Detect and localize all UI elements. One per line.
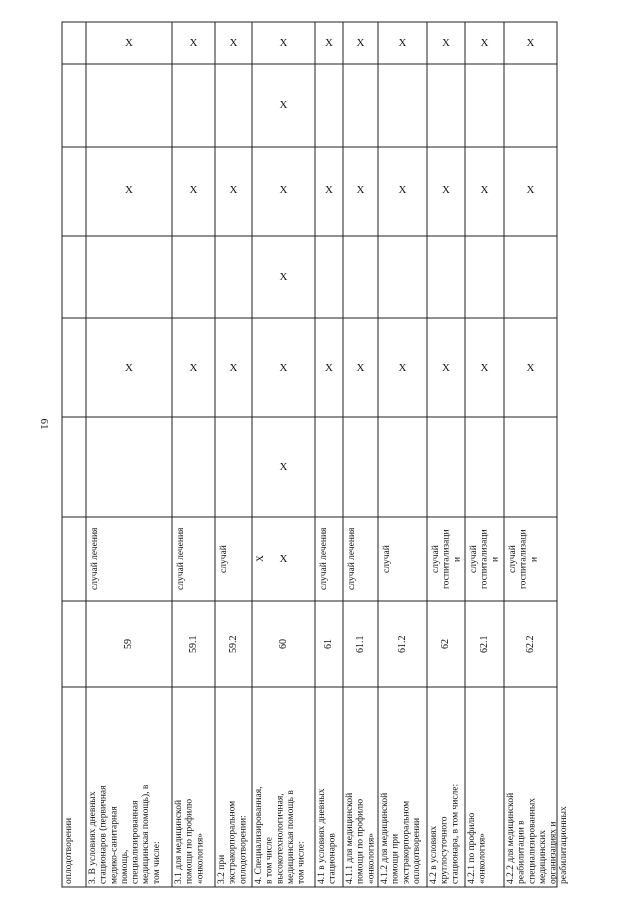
cross-mark: X — [325, 362, 333, 374]
row-unit: случай — [219, 545, 229, 573]
row-unit: случай лечения — [90, 527, 100, 591]
cross-mark: X — [279, 362, 288, 374]
cross-mark: X — [526, 362, 535, 374]
row-label: оплодотворении — [64, 817, 74, 884]
cross-mark: X — [189, 184, 198, 196]
cross-mark: X — [398, 37, 407, 49]
row-unit: случай лечения — [319, 527, 329, 591]
row-code: 62.2 — [524, 635, 536, 653]
row-unit: случай госпитализаци и — [469, 529, 501, 589]
cross-mark: X — [125, 37, 133, 49]
row-unit: случай госпитализаци и — [508, 529, 540, 589]
cross-mark: X — [526, 184, 535, 196]
cross-mark: X — [279, 461, 288, 473]
cross-mark: X — [480, 362, 489, 374]
row-code: 61 — [323, 639, 334, 649]
cross-mark: X — [279, 184, 288, 196]
row-code: 59 — [123, 639, 134, 649]
row-label: 3.1 для медицинской помощи по профилю «онкология» — [174, 798, 206, 884]
cross-mark: X — [356, 362, 365, 374]
row-label: 3. В условиях дневных стационаров (первичная медико-санитарная помощь, специализированная медицинская помощь), в том числе: — [88, 784, 162, 884]
cross-mark: X — [125, 362, 133, 374]
row-code: 59.2 — [227, 635, 239, 653]
row-label: 4.2 в условиях круглосуточного стационара, в том числе: — [429, 783, 461, 884]
row-label: 4.1.1 для медицинской помощи по профилю «онкология» — [345, 792, 377, 884]
row-code: 61.2 — [396, 635, 408, 653]
cross-mark: X — [398, 184, 407, 196]
row-unit: случай — [382, 545, 392, 573]
cross-mark: X — [279, 271, 288, 283]
cross-mark: X — [442, 362, 450, 374]
cross-mark: X — [189, 37, 198, 49]
row-label: 4.2.2 для медицинской реабилитации в специализированных медицинских организациях и реабилитационных — [506, 792, 570, 884]
cross-mark: X — [229, 184, 238, 196]
row-label: 4.1 в условиях дневных стационаров — [317, 788, 338, 884]
cross-mark: X — [356, 37, 365, 49]
row-code: 62 — [440, 639, 451, 649]
cross-mark: X — [189, 362, 198, 374]
cross-mark: X — [229, 37, 238, 49]
row-unit: X — [256, 555, 266, 563]
row-unit: случай лечения — [347, 527, 357, 591]
row-code: 61.1 — [354, 635, 366, 653]
cross-mark: X — [279, 99, 288, 111]
cross-mark: X — [398, 362, 407, 374]
cross-mark: X — [442, 37, 450, 49]
cross-mark: X — [356, 184, 365, 196]
row-label: 4.1.2 для медицинской помощи при экстракорпоральном оплодотворении — [380, 792, 422, 884]
cross-mark: X — [325, 37, 333, 49]
page-number: 61 — [38, 418, 50, 430]
cross-mark: X — [279, 553, 288, 565]
cross-mark: X — [442, 184, 450, 196]
cross-mark: X — [480, 184, 489, 196]
row-unit: случай госпитализаци и — [431, 529, 463, 589]
row-label: 4.2.1 по профилю «онкология» — [467, 812, 488, 884]
row-label: 4. Специализированная, в том числе высокотехнологичная, медицинская помощь в том числе: — [254, 786, 307, 884]
row-code: 62.1 — [478, 635, 490, 653]
row-code: 59.1 — [187, 635, 199, 653]
cross-mark: X — [325, 184, 333, 196]
row-unit: случай лечения — [176, 527, 186, 591]
cross-mark: X — [526, 37, 535, 49]
row-code: 60 — [277, 639, 289, 649]
cross-mark: X — [279, 37, 288, 49]
cross-mark: X — [229, 362, 238, 374]
row-label: 3.2 при экстракорпоральном оплодотворении: — [217, 800, 249, 884]
cross-mark: X — [125, 184, 133, 196]
cross-mark: X — [480, 37, 489, 49]
